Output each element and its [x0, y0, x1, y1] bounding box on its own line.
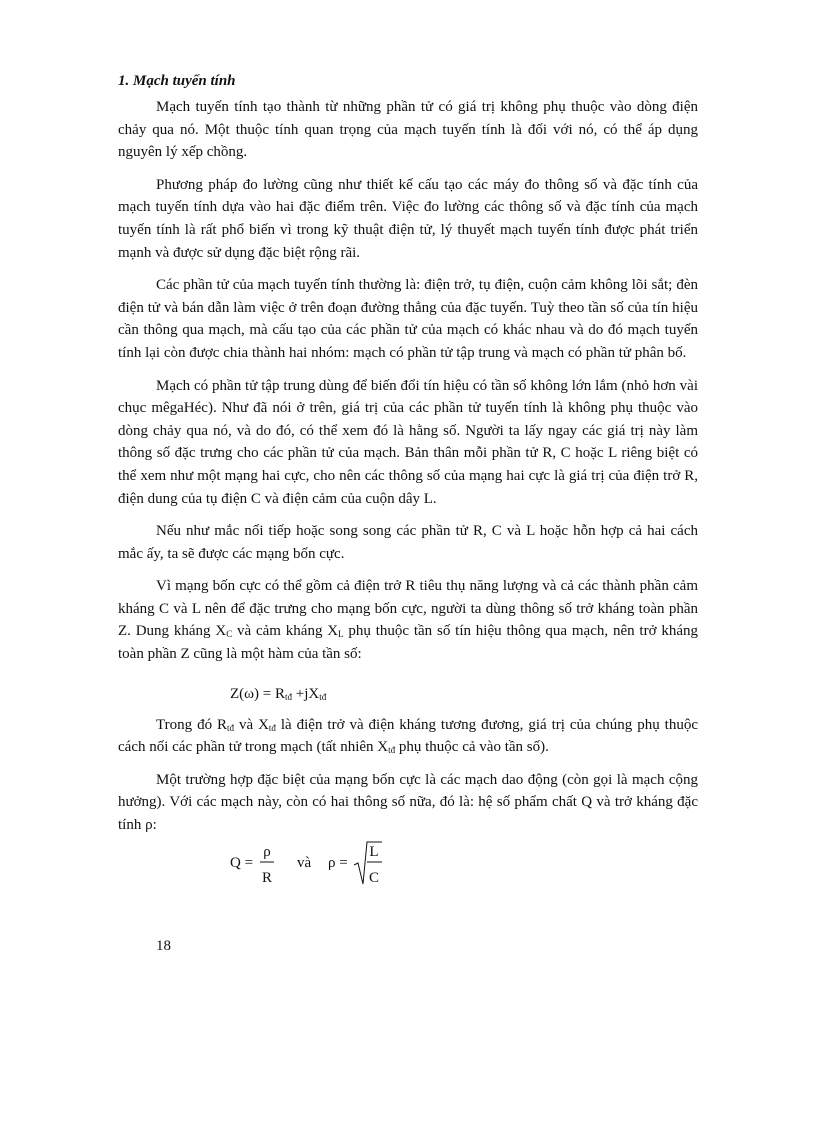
rho-equals: ρ = [328, 855, 348, 871]
paragraph-5: Nếu như mắc nối tiếp hoặc song song các phần tử R, C và L hoặc hỗn hợp cả hai cách mắc ấy, ta sẽ được các mạng bốn cực. [118, 523, 698, 562]
l-numerator: L [369, 844, 379, 860]
paragraph-1: Mạch tuyến tính tạo thành từ những phần tử có giá trị không phụ thuộc vào dòng điện chảy qua nó. Một thuộc tính quan trọng của mạch tuyến tính là đối với nó, có thể áp dụng nguyên lý xếp chồng. [118, 99, 698, 161]
paragraph-8: Một trường hợp đặc biệt của mạng bốn cực là các mạch dao động (còn gọi là mạch cộng hưởng). Với các mạch này, còn có hai thông số nữa, đó là: hệ số phẩm chất Q và trở kháng đặc tính ρ: [118, 771, 698, 834]
rho-numerator: ρ [263, 844, 271, 860]
q-label: Q = [230, 855, 254, 871]
document-body [118, 70, 698, 847]
c-denominator: C [368, 870, 380, 886]
paragraph-3: Các phần tử của mạch tuyến tính thường là: điện trở, tụ điện, cuộn cảm không lõi sắt; đèn điện tử và bán dẫn làm việc ở trên đoạn đường thẳng của đặc tuyến. Tuỳ theo tần số của tín hiệu cần thông qua mạch, mà cấu tạo của các phần tử của mạch có khác nhau và do đó mạch tuyến tính lại còn được chia thành hai nhóm: mạch có phần tử tập trung và mạch có phần tử phân bố. [118, 277, 698, 361]
page-number: 18 [156, 938, 171, 954]
impedance-equation: $Z(\omega) = R_{tđ} +jX_{tđ}$ [230, 686, 327, 702]
paragraph-4: Mạch có phần tử tập trung dùng để biến đổi tín hiệu có tần số không lớn lắm (nhỏ hơn vài chục mêgaHéc). Như đã nói ở trên, giá trị của các phần tử tuyến tính là không phụ thuộc vào dòng chảy qua nó, và do đó, có thể xem đó là hằng số. Người ta lấy ngay các giá trị này làm thông số đặc trưng cho các phần tử của mạch. Bản thân mỗi phần tử R, C hoặc L riêng biệt có thể xem như một mạng hai cực, cho nên các thông số của mạng hai cực là giá trị của điện trở R, điện dung của tụ điện C và điện cảm của cuộn dây L. [118, 377, 698, 507]
and-word: và [297, 855, 312, 871]
paragraph-7: Trong đó $R_{tđ}$ và $X_{tđ}$ là điện trở và điện kháng tương đương, giá trị của chúng phụ thuộc cách nối các phần tử trong mạch (tất nhiên $X_{tđ}$ phụ thuộc cả vào tần số). [118, 716, 698, 756]
section-heading: 1. Mạch tuyến tính [118, 73, 236, 89]
paragraph-2: Phương pháp đo lường cũng như thiết kế cấu tạo các máy đo thông số và đặc tính của mạch tuyến tính dựa vào hai đặc điểm trên. Việc đo lường các thông số và đặc tính của mạch tuyến tính là rất phổ biến vì trong kỹ thuật điện tử, lý thuyết mạch tuyến tính được phát triển mạnh và được sử dụng đặc biệt rộng rãi. [118, 176, 698, 261]
r-denominator: R [261, 870, 273, 886]
paragraph-6: Vì mạng bốn cực có thể gồm cả điện trở R tiêu thụ năng lượng và cả các thành phần cảm kháng C và L nên để đặc trưng cho mạng bốn cực, người ta dùng thông số trở kháng toàn phần Z. Dung kháng $X_C$ và cảm kháng $X_L$ phụ thuộc tần số tín hiệu thông qua mạch, nên trở kháng toàn phần Z cũng là một hàm của tần số: [118, 578, 698, 663]
quality-factor-formula [230, 838, 430, 888]
